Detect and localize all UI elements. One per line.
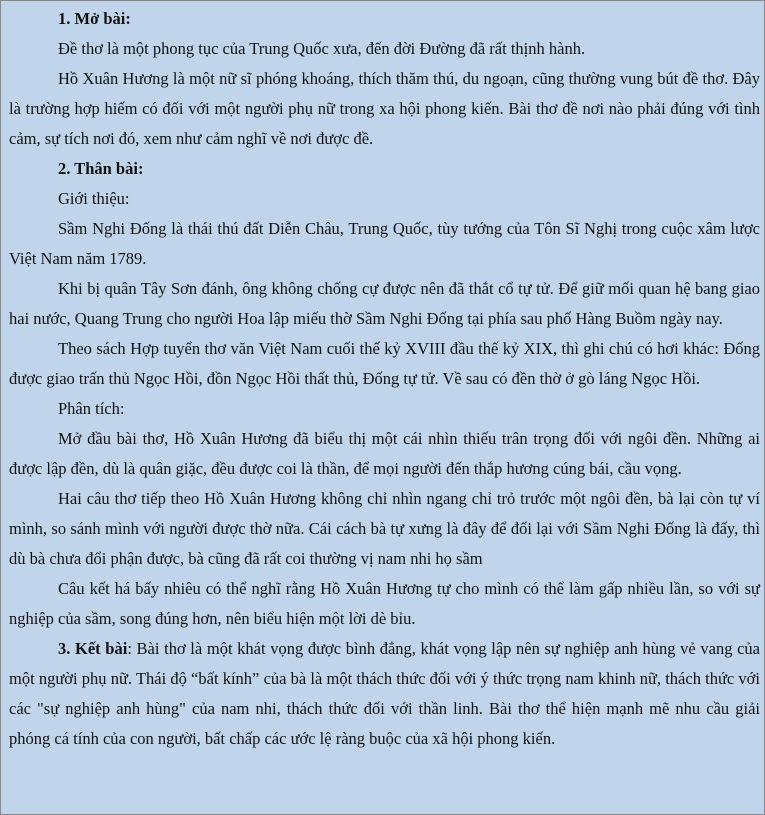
intro-paragraph-2: Hồ Xuân Hương là một nữ sĩ phóng khoáng, thích thăm thú, du ngoạn, cũng thường vung bút đề thơ. Đây là trường hợp hiếm có đối với một người phụ nữ trong xa hội phong kiến. Bài thơ đề nơi nào phải đúng với tình cảm, sự tích nơi đó, xem như cảm nghĩ về nơi được đề. (9, 69, 760, 148)
section-heading-intro: 1. Mở bài: (58, 9, 131, 28)
body-label-analysis: Phân tích: (58, 399, 125, 418)
body-paragraph-1: Sầm Nghi Đống là thái thú đất Diễn Châu, Trung Quốc, tùy tướng của Tôn Sĩ Nghị trong cuộc xâm lược Việt Nam năm 1789. (9, 219, 760, 268)
body-paragraph-2: Khi bị quân Tây Sơn đánh, ông không chống cự được nên đã thắt cổ tự tử. Để giữ mối quan hệ bang giao hai nước, Quang Trung cho người Hoa lập miếu thờ Sầm Nghi Đống tại phía sau phố Hàng Buồm ngày nay. (9, 279, 760, 328)
body-paragraph-4: Mở đầu bài thơ, Hồ Xuân Hương đã biểu thị một cái nhìn thiếu trân trọng đối với ngôi đền. Những ai được lập đền, dù là quân giặc, đều được coi là thần, để mọi người đến thắp hương cúng bái, cầu vọng. (9, 429, 760, 478)
body-paragraph-5: Hai câu thơ tiếp theo Hồ Xuân Hương không chỉ nhìn ngang chỉ trỏ trước một ngôi đền, bà lại còn tự ví mình, so sánh mình với người được thờ nữa. Cái cách bà tự xưng là đây để đối lại với Sầm Nghi Đống là đấy, thì dù bà chưa đổi phận được, bà cũng đã rất coi thường vị nam nhi họ sầm (9, 489, 760, 568)
section-heading-body: 2. Thân bài: (58, 159, 144, 178)
intro-paragraph-1: Đề thơ là một phong tục của Trung Quốc xưa, đến đời Đường đã rất thịnh hành. (58, 39, 586, 58)
body-paragraph-3: Theo sách Hợp tuyển thơ văn Việt Nam cuối thế kỷ XVIII đầu thế kỷ XIX, thì ghi chú có hơi khác: Đống được giao trấn thủ Ngọc Hồi, đồn Ngọc Hồi thất thủ, Đống tự tử. Về sau có đền thờ ở gò láng Ngọc Hồi. (9, 339, 760, 388)
conclusion-text: : Bài thơ là một khát vọng được bình đẳng, khát vọng lập nên sự nghiệp anh hùng vẻ vang của một người phụ nữ. Thái độ “bất kính” của bà là một thách thức đối với ý thức trọng nam khinh nữ, thách thức với các "sự nghiệp anh hùng" của nam nhi, thách thức đối với thần linh. Bài thơ thể hiện mạnh mẽ nhu cầu giải phóng cá tính của con người, bất chấp các ước lệ ràng buộc của xã hội phong kiến. (9, 639, 760, 748)
section-heading-conclusion: 3. Kết bài (58, 639, 128, 658)
body-paragraph-6: Câu kết há bấy nhiêu có thể nghĩ rằng Hồ Xuân Hương tự cho mình có thể làm gấp nhiều lần, so với sự nghiệp của sầm, song đúng hơn, nên biểu hiện một lời dè bỉu. (9, 579, 760, 628)
conclusion-paragraph (9, 634, 760, 754)
body-label-introduction: Giới thiệu: (58, 189, 130, 208)
